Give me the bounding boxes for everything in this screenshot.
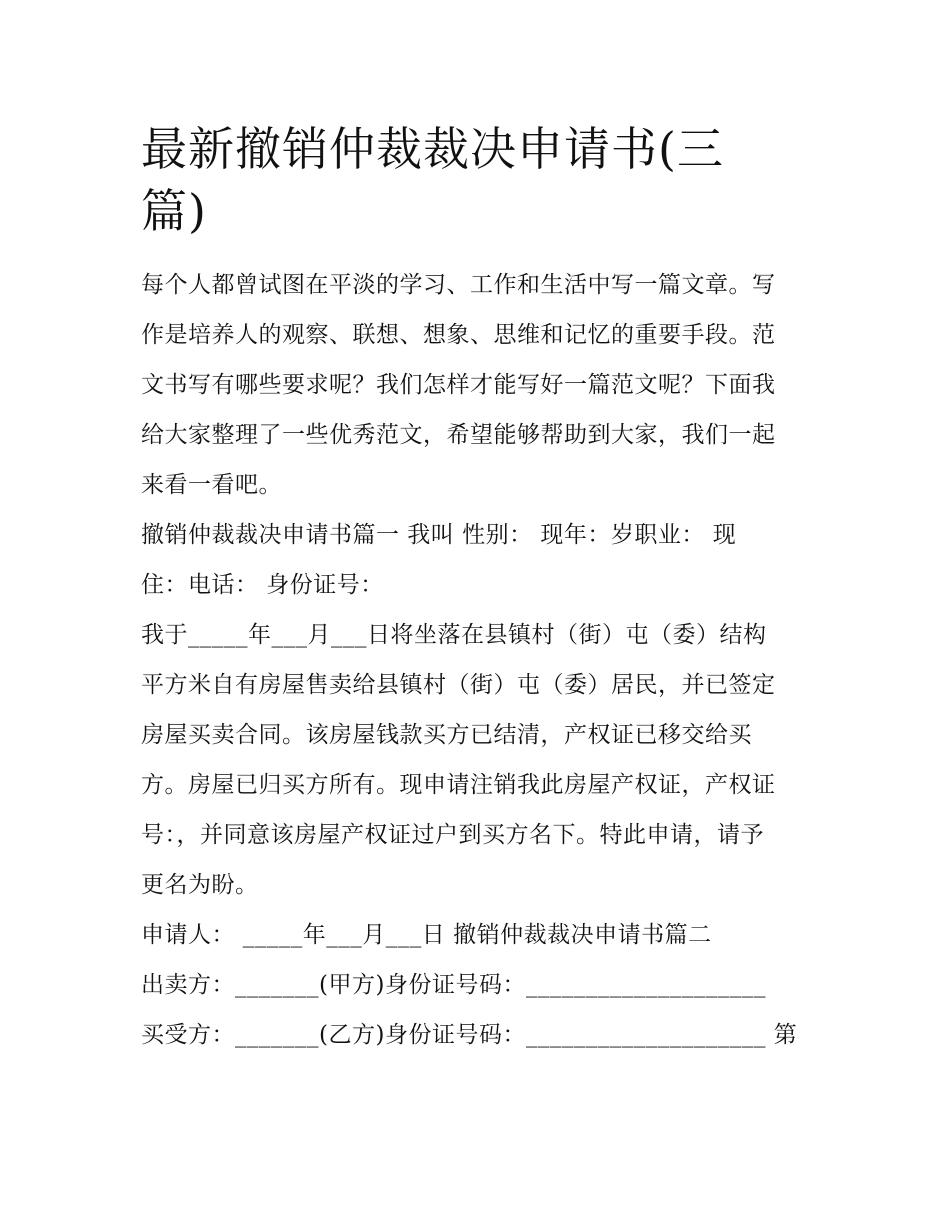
- paragraph-line: 撤销仲裁裁决申请书篇一 我叫 性别： 现年：岁职业： 现: [141, 522, 737, 548]
- document-page: [141, 118, 816, 1060]
- paragraph-line: 申请人： _____年___月___日 撤销仲裁裁决申请书篇二: [141, 922, 712, 948]
- paragraph-line: 买受方：_______(乙方)身份证号码：____________________ 第: [141, 1022, 798, 1048]
- document-title: [141, 118, 816, 242]
- paragraph-line: 更名为盼。: [141, 872, 259, 898]
- paragraph-line: 平方米自有房屋售卖给县镇村（街）屯（委）居民，并已签定: [141, 672, 776, 698]
- paragraph-line: 每个人都曾试图在平淡的学习、工作和生活中写一篇文章。写: [141, 272, 776, 298]
- paragraph-line: 号：，并同意该房屋产权证过户到买方名下。特此申请，请予: [141, 822, 764, 848]
- paragraph-line: 住：电话： 身份证号：: [141, 572, 384, 598]
- paragraph-line: 方。房屋已归买方所有。现申请注销我此房屋产权证，产权证: [141, 772, 776, 798]
- paragraph-line: 房屋买卖合同。该房屋钱款买方已结清，产权证已移交给买: [141, 722, 752, 748]
- paragraph-line: 我于_____年___月___日将坐落在县镇村（街）屯（委）结构: [141, 622, 767, 648]
- paragraph-line: 文书写有哪些要求呢？我们怎样才能写好一篇范文呢？下面我: [141, 372, 776, 398]
- paragraph-line: 作是培养人的观察、联想、想象、思维和记忆的重要手段。范: [141, 322, 776, 348]
- title-line-2: 篇): [141, 184, 207, 238]
- document-body: [141, 260, 816, 1060]
- paragraph-line: 给大家整理了一些优秀范文，希望能够帮助到大家，我们一起: [141, 422, 776, 448]
- title-line-1: 最新撤销仲裁裁决申请书(三: [141, 122, 724, 176]
- paragraph-line: 来看一看吧。: [141, 472, 282, 498]
- paragraph-line: 出卖方：_______(甲方)身份证号码：____________________: [141, 972, 766, 998]
